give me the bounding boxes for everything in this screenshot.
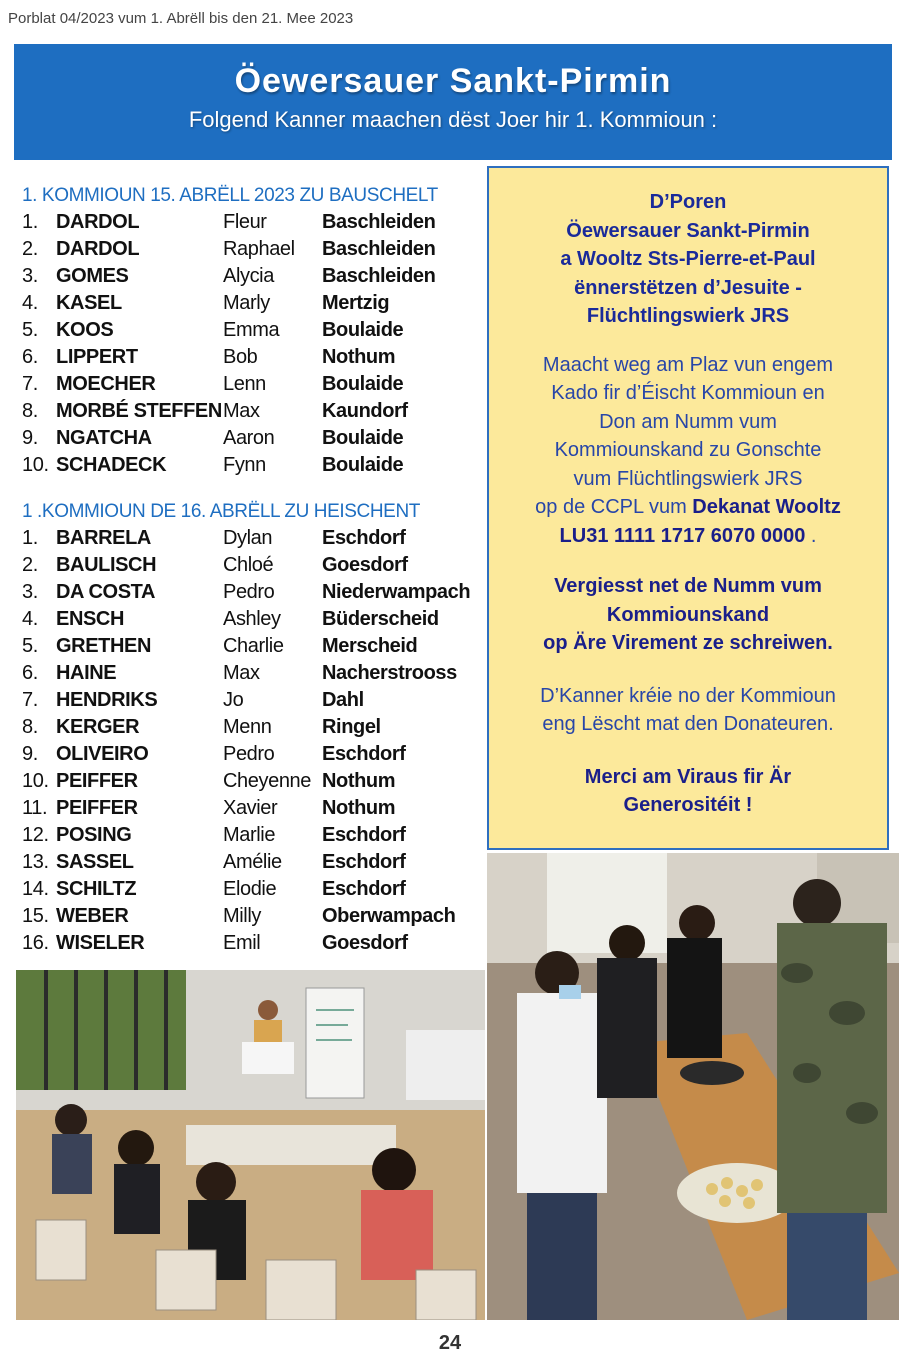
communion-list-heischent (22, 500, 482, 957)
first-name: Alycia (223, 265, 274, 287)
last-name: GOMES (56, 265, 129, 287)
first-name: Marly (223, 292, 270, 314)
row-number: 14. (22, 878, 49, 900)
row-number: 7. (22, 689, 38, 711)
group-meeting-photo (16, 970, 485, 1320)
list-row (22, 822, 482, 849)
list-row (22, 876, 482, 903)
row-number: 3. (22, 581, 38, 603)
last-name: HENDRIKS (56, 689, 158, 711)
baking-activity-photo (487, 853, 899, 1320)
last-name: NGATCHA (56, 427, 152, 449)
first-name: Menn (223, 716, 272, 738)
row-number: 10. (22, 454, 49, 476)
place-name: Eschdorf (322, 527, 406, 549)
first-name: Ashley (223, 608, 281, 630)
row-number: 8. (22, 400, 38, 422)
list-row (22, 660, 482, 687)
place-name: Büderscheid (322, 608, 439, 630)
place-name: Eschdorf (322, 824, 406, 846)
place-name: Niederwampach (322, 581, 471, 603)
list-row (22, 552, 482, 579)
first-name: Pedro (223, 581, 275, 603)
list-row (22, 263, 482, 290)
info-intro: D’Poren Öewersauer Sankt-Pirmin a Wooltz Sts-Pierre-et-Paul ënnerstëtzen d’Jesuite - Flüchtlingswierk JRS (560, 191, 816, 327)
place-name: Nothum (322, 770, 396, 792)
first-name: Max (223, 662, 260, 684)
communion-list-bauschelt (22, 184, 482, 479)
last-name: BARRELA (56, 527, 151, 549)
place-name: Goesdorf (322, 554, 408, 576)
row-number: 4. (22, 608, 38, 630)
info-thanks: Merci am Viraus fir Är Generositéit ! (584, 765, 792, 816)
title-banner (14, 44, 892, 160)
row-number: 6. (22, 346, 38, 368)
last-name: KERGER (56, 716, 140, 738)
publication-header: Porblat 04/2023 vum 1. Abrëll bis den 21. Mee 2023 (8, 10, 354, 27)
place-name: Baschleiden (322, 265, 436, 287)
place-name: Dahl (322, 689, 364, 711)
first-name: Pedro (223, 743, 275, 765)
list-row (22, 930, 482, 957)
list-row (22, 903, 482, 930)
last-name: WEBER (56, 905, 129, 927)
place-name: Baschleiden (322, 211, 436, 233)
row-number: 2. (22, 238, 38, 260)
last-name: MOECHER (56, 373, 156, 395)
last-name: SCHILTZ (56, 878, 137, 900)
info-reminder: Vergiesst net de Numm vum Kommiounskand op Äre Virement ze schreiwen. (543, 575, 833, 654)
list-row (22, 452, 482, 479)
row-number: 6. (22, 662, 38, 684)
last-name: DARDOL (56, 238, 140, 260)
last-name: ENSCH (56, 608, 125, 630)
list-row (22, 209, 482, 236)
list-row (22, 236, 482, 263)
first-name: Emil (223, 932, 261, 954)
first-name: Fleur (223, 211, 267, 233)
row-number: 7. (22, 373, 38, 395)
list-heading: 1 .KOMMIOUN DE 16. ABRËLL ZU HEISCHENT (22, 501, 420, 522)
row-number: 13. (22, 851, 49, 873)
first-name: Raphael (223, 238, 295, 260)
list-row (22, 317, 482, 344)
list-row (22, 687, 482, 714)
row-number: 11. (22, 797, 48, 819)
first-name: Cheyenne (223, 770, 311, 792)
first-name: Milly (223, 905, 261, 927)
row-number: 16. (22, 932, 49, 954)
place-name: Kaundorf (322, 400, 408, 422)
info-donor-list-note: D’Kanner kréie no der Kommioun eng Lëscht mat den Donateuren. (540, 684, 836, 735)
list-row (22, 606, 482, 633)
last-name: PEIFFER (56, 797, 138, 819)
page-title: Öewersauer Sankt-Pirmin (234, 62, 672, 100)
list-row (22, 741, 482, 768)
first-name: Dylan (223, 527, 273, 549)
first-name: Lenn (223, 373, 266, 395)
last-name: DA COSTA (56, 581, 156, 603)
last-name: WISELER (56, 932, 145, 954)
row-number: 5. (22, 319, 38, 341)
first-name: Xavier (223, 797, 278, 819)
place-name: Eschdorf (322, 878, 406, 900)
first-name: Max (223, 400, 260, 422)
row-number: 15. (22, 905, 49, 927)
last-name: KASEL (56, 292, 122, 314)
place-name: Nothum (322, 346, 396, 368)
place-name: Nothum (322, 797, 396, 819)
first-name: Elodie (223, 878, 277, 900)
list-heading: 1. KOMMIOUN 15. ABRËLL 2023 ZU BAUSCHELT (22, 185, 438, 206)
list-row (22, 849, 482, 876)
place-name: Nacherstrooss (322, 662, 457, 684)
row-number: 9. (22, 427, 38, 449)
page-number: 24 (438, 1332, 462, 1354)
last-name: MORBÉ STEFFEN (56, 400, 222, 422)
place-name: Eschdorf (322, 851, 406, 873)
list-row (22, 795, 482, 822)
place-name: Goesdorf (322, 932, 408, 954)
row-number: 3. (22, 265, 38, 287)
row-number: 1. (22, 211, 38, 233)
first-name: Emma (223, 319, 280, 341)
last-name: HAINE (56, 662, 117, 684)
last-name: GRETHEN (56, 635, 151, 657)
row-number: 5. (22, 635, 38, 657)
first-name: Amélie (223, 851, 282, 873)
last-name: KOOS (56, 319, 114, 341)
place-name: Eschdorf (322, 743, 406, 765)
last-name: LIPPERT (56, 346, 138, 368)
place-name: Boulaide (322, 427, 404, 449)
last-name: DARDOL (56, 211, 140, 233)
first-name: Marlie (223, 824, 276, 846)
first-name: Charlie (223, 635, 284, 657)
donation-info-box (487, 166, 889, 850)
last-name: SASSEL (56, 851, 134, 873)
first-name: Chloé (223, 554, 274, 576)
row-number: 2. (22, 554, 38, 576)
list-row (22, 714, 482, 741)
row-number: 12. (22, 824, 49, 846)
row-number: 10. (22, 770, 49, 792)
last-name: SCHADECK (56, 454, 167, 476)
list-row (22, 398, 482, 425)
page-subtitle: Folgend Kanner maachen dëst Joer hir 1. Kommioun : (188, 107, 718, 132)
last-name: POSING (56, 824, 132, 846)
first-name: Fynn (223, 454, 266, 476)
last-name: PEIFFER (56, 770, 138, 792)
place-name: Mertzig (322, 292, 390, 314)
iban-number: LU31 1111 1717 6070 0000 (559, 524, 806, 547)
list-row (22, 525, 482, 552)
first-name: Bob (223, 346, 258, 368)
place-name: Oberwampach (322, 905, 456, 927)
first-name: Aaron (223, 427, 275, 449)
last-name: BAULISCH (56, 554, 157, 576)
list-row (22, 371, 482, 398)
row-number: 1. (22, 527, 38, 549)
list-row (22, 768, 482, 795)
list-row (22, 579, 482, 606)
place-name: Ringel (322, 716, 381, 738)
last-name: OLIVEIRO (56, 743, 149, 765)
list-row (22, 425, 482, 452)
list-row (22, 290, 482, 317)
first-name: Jo (223, 689, 244, 711)
row-number: 8. (22, 716, 38, 738)
row-number: 9. (22, 743, 38, 765)
place-name: Boulaide (322, 454, 404, 476)
place-name: Merscheid (322, 635, 418, 657)
place-name: Boulaide (322, 319, 404, 341)
row-number: 4. (22, 292, 38, 314)
list-row (22, 633, 482, 660)
place-name: Boulaide (322, 373, 404, 395)
list-row (22, 344, 482, 371)
place-name: Baschleiden (322, 238, 436, 260)
info-donation-text: Maacht weg am Plaz vun engem Kado fir d’Éischt Kommioun en Don am Numm vum Kommiounskand zu Gonschte vum Flüchtlingswierk JRS op de CCPL vum Dekanat Wooltz LU31 1111 1717 6070 0000 . (535, 353, 841, 547)
